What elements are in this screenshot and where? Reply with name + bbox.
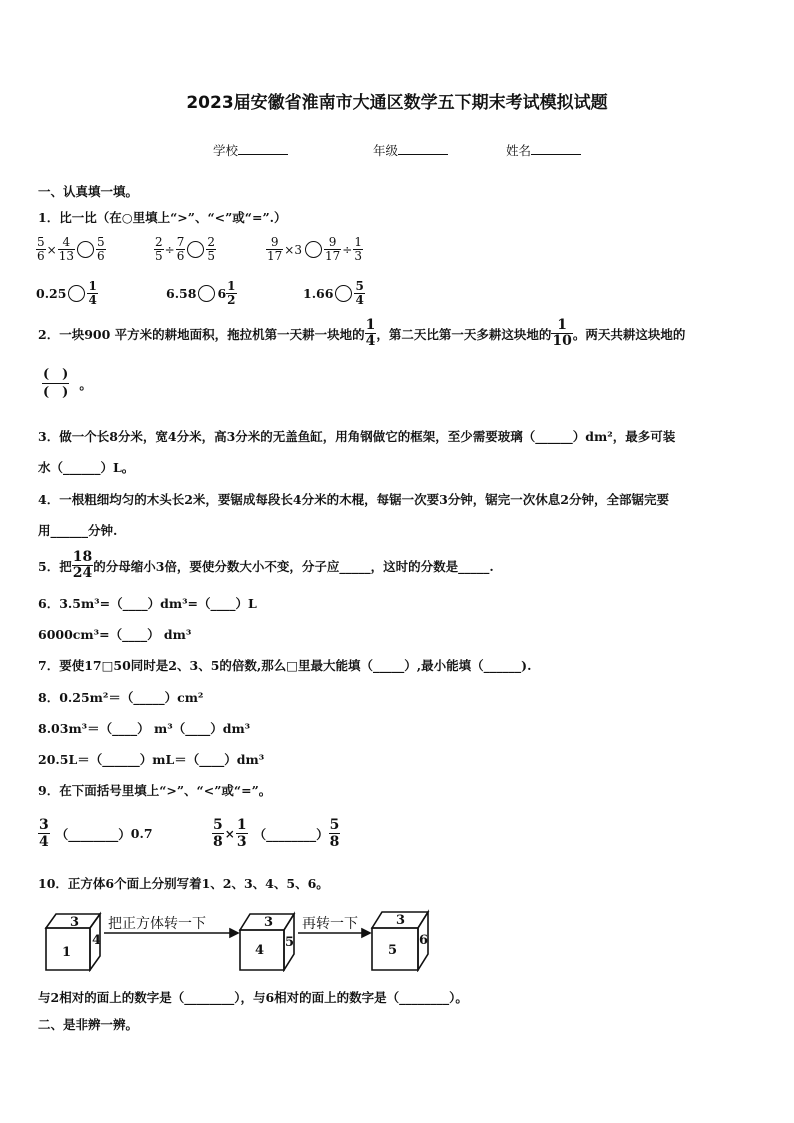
- fraction: $\frac{1}{3}$: [236, 817, 247, 850]
- q9-text: 9．在下面括号里填上“>”、“<”或“=”。: [38, 783, 272, 798]
- answer-fraction[interactable]: $\frac{( )}{( )}$: [43, 367, 69, 400]
- answer-circle[interactable]: [68, 285, 85, 302]
- section-1-heading: 一、认真填一填。: [38, 184, 139, 199]
- mixed-whole: 6: [217, 286, 227, 301]
- fraction: $\frac{9}{17}$: [267, 235, 283, 263]
- cube-3-top-label: 3: [396, 913, 406, 928]
- decimal-value: 0.25: [36, 286, 67, 301]
- q2-text-2: ，第二天比第一天多耕这块地的: [376, 326, 552, 342]
- fraction: $\frac{3}{4}$: [39, 817, 49, 850]
- fraction: $\frac{1}{3}$: [354, 235, 362, 263]
- fraction: $\frac{1}{2}$: [227, 279, 236, 307]
- decimal-value: 6.58: [166, 286, 197, 301]
- fraction: $\frac{7}{6}$: [176, 235, 185, 263]
- fraction: $\frac{5}{6}$: [96, 235, 105, 263]
- answer-blank[interactable]: （________）: [253, 826, 329, 842]
- decimal-value: 0.7: [130, 826, 153, 841]
- arrow-2-label: 再转一下: [302, 916, 358, 932]
- name-blank[interactable]: [531, 142, 581, 155]
- q3-line1: 3．做一个长8分米，宽4分米，高3分米的无盖鱼缸，用角钢做它的框架，至少需要玻璃（______）dm²，最多可装: [38, 429, 676, 444]
- answer-circle[interactable]: [77, 241, 94, 258]
- q1-item-e: [166, 280, 237, 307]
- school-label: 学校: [213, 143, 239, 158]
- cube-2-top-label: 3: [264, 915, 274, 930]
- operator: ×: [224, 826, 235, 841]
- arrow-1-label: 把正方体转一下: [108, 916, 206, 932]
- q4-line1: 4．一根粗细均匀的木头长2米，要锯成每段长4分米的木棍，每锯一次要3分钟，锯完一次休息2分钟，全部锯完要: [38, 492, 669, 507]
- q2-text-1: 2．一块900 平方米的耕地面积，拖拉机第一天耕一块地的: [38, 326, 365, 342]
- fraction: $\frac{4}{13}$: [58, 235, 74, 263]
- answer-circle[interactable]: [305, 241, 322, 258]
- q5-text-a: 5．把: [38, 558, 72, 574]
- fraction: $\frac{1}{10}$: [552, 317, 572, 349]
- q8-line1: 8．0.25m²＝（_____）cm²: [38, 690, 204, 705]
- answer-circle[interactable]: [198, 285, 215, 302]
- q8-line3: 20.5L＝（______）mL＝（____）dm³: [38, 752, 265, 767]
- fraction: $\frac{2}{5}$: [207, 235, 215, 263]
- answer-blank[interactable]: （________）: [55, 826, 131, 842]
- fraction: $\frac{9}{17}$: [324, 235, 341, 263]
- q5-text-b: 的分母缩小3倍，要使分数大小不变，分子应_____，这时的分数是_____.: [93, 558, 494, 574]
- fraction: $\frac{18}{24}$: [72, 549, 93, 581]
- q1-item-a: [36, 236, 106, 263]
- operator: ×: [46, 242, 57, 257]
- q10-text: 10．正方体6个面上分别写着1、2、3、4、5、6。: [38, 876, 329, 891]
- section-2-heading: 二、是非辨一辨。: [38, 1017, 139, 1032]
- q1-item-d: [36, 280, 98, 307]
- cube-3-side-label: 6: [419, 933, 429, 948]
- cube-3-front-label: 5: [388, 943, 398, 958]
- fraction: $\frac{5}{8}$: [213, 817, 223, 850]
- fraction: $\frac{1}{4}$: [365, 317, 376, 349]
- q2-text-3: 。两天共耕这块地的: [572, 326, 686, 342]
- fraction: $\frac{2}{5}$: [155, 235, 163, 263]
- q2-line2: [42, 366, 92, 401]
- operator: ×3: [284, 242, 302, 257]
- fraction: $\frac{5}{4}$: [355, 279, 364, 307]
- answer-circle[interactable]: [335, 285, 352, 302]
- cube-2-front-label: 4: [255, 943, 265, 958]
- fraction: $\frac{5}{6}$: [37, 235, 45, 263]
- name-field: [506, 141, 581, 159]
- operator: ÷: [164, 242, 175, 257]
- q6-line1: 6．3.5m³=（____）dm³=（____）L: [38, 596, 257, 611]
- q1-item-c: [266, 236, 363, 263]
- q7-line: 7．要使17□50同时是2、3、5的倍数,那么□里最大能填（_____）,最小能填（______).: [38, 658, 532, 673]
- name-label: 姓名: [506, 143, 532, 158]
- q9-item-a: [38, 817, 153, 850]
- q3-line2: 水（______）L。: [38, 460, 135, 475]
- grade-label: 年级: [373, 143, 399, 158]
- school-blank[interactable]: [238, 142, 288, 155]
- fraction: $\frac{5}{8}$: [329, 817, 340, 850]
- grade-blank[interactable]: [398, 142, 448, 155]
- q6-line2: 6000cm³=（____） dm³: [38, 627, 192, 642]
- q1-text: 1．比一比（在○里填上“>”、“<”或“=”.）: [38, 210, 287, 225]
- cube-2-side-label: 5: [285, 935, 295, 950]
- page-title: 2023届安徽省淮南市大通区数学五下期末考试模拟试题: [186, 93, 608, 113]
- q2-line1: [38, 318, 685, 349]
- q8-line2: 8.03m³＝（____） m³（____）dm³: [38, 721, 251, 736]
- q4-line2: 用______分钟.: [38, 523, 118, 538]
- cube-1-top-label: 3: [70, 915, 80, 930]
- q1-item-b: [154, 236, 216, 263]
- grade-field: [373, 141, 448, 159]
- decimal-value: 1.66: [303, 286, 334, 301]
- fraction: $\frac{1}{4}$: [88, 279, 97, 307]
- q5-line: [38, 550, 494, 581]
- operator: ÷: [342, 242, 353, 257]
- school-field: [213, 141, 288, 159]
- q9-item-b: [212, 817, 340, 850]
- cube-1-side-label: 4: [92, 933, 102, 948]
- cube-1-front-label: 1: [62, 945, 72, 960]
- q1-item-f: [303, 280, 365, 307]
- q2-end: 。: [79, 376, 92, 392]
- answer-circle[interactable]: [187, 241, 204, 258]
- cube-rotation-figure: [38, 906, 438, 972]
- q10-answer-line: 与2相对的面上的数字是（________），与6相对的面上的数字是（________）。: [38, 990, 468, 1005]
